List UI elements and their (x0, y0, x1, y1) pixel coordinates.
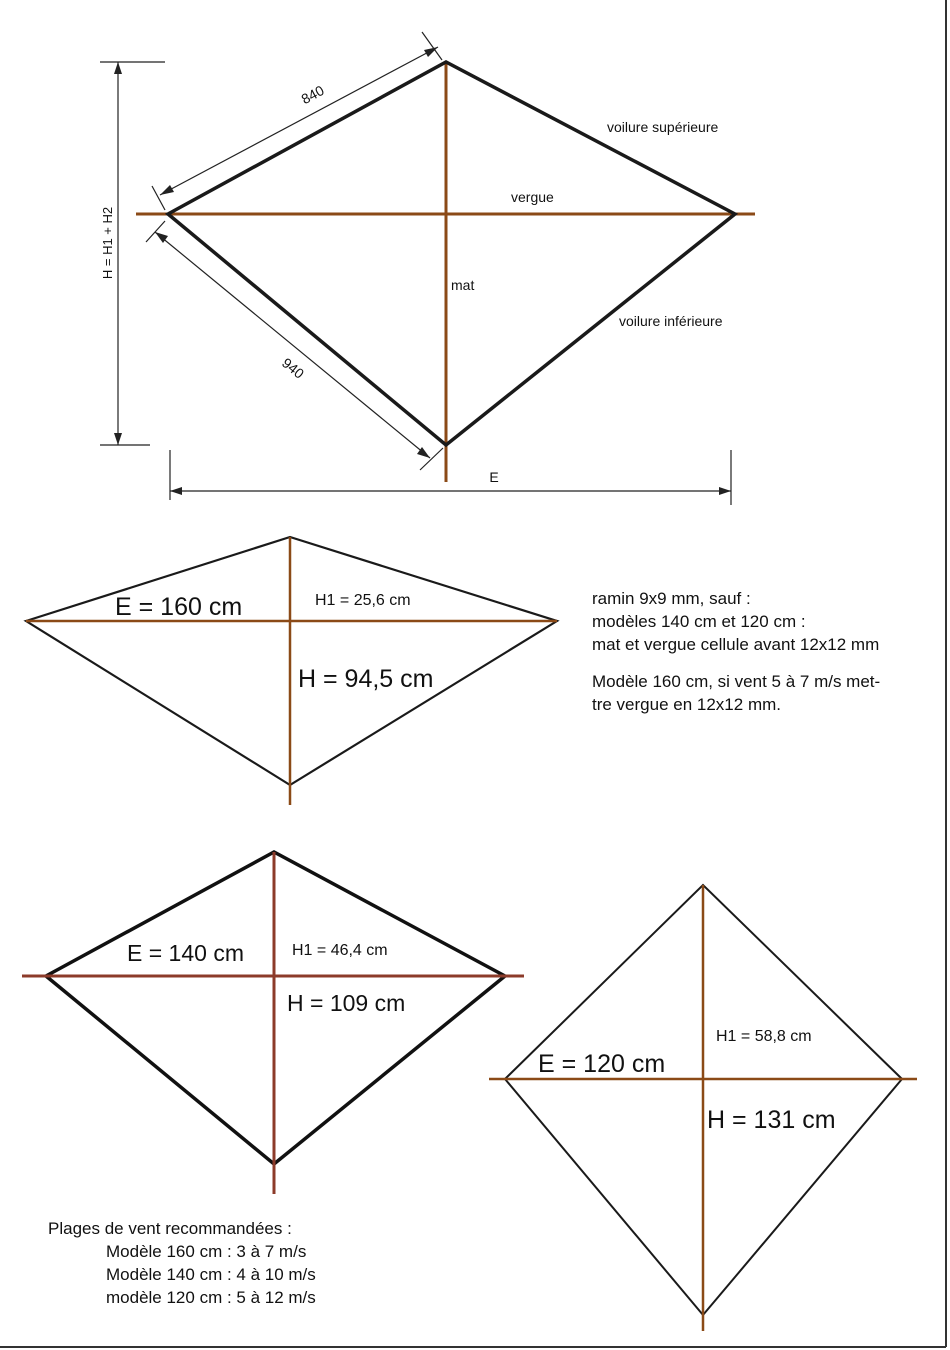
label-spar: vergue (511, 189, 554, 205)
label-lower-sail: voilure inférieure (619, 313, 723, 329)
wind-ranges-title: Plages de vent recommandées : (48, 1219, 292, 1238)
material-note-spacer (592, 656, 880, 670)
wind-range-item: Modèle 140 cm : 4 à 10 m/s (106, 1265, 316, 1284)
material-note-line: tre vergue en 12x12 mm. (592, 695, 781, 714)
material-note-line: modèles 140 cm et 120 cm : (592, 612, 806, 631)
dim-height-label: H = H1 + H2 (100, 206, 115, 280)
kite-120-h1-label: H1 = 58,8 cm (716, 1028, 812, 1045)
material-note-line: ramin 9x9 mm, sauf : (592, 589, 751, 608)
dim-940-line (155, 232, 430, 458)
kite-140-h1-label: H1 = 46,4 cm (292, 942, 388, 959)
material-note (592, 587, 880, 716)
dim-940-label: 940 (279, 354, 308, 382)
kite-160-width-label: E = 160 cm (115, 593, 243, 621)
schematic-diagram (100, 32, 755, 505)
kite-160-diagram (26, 537, 557, 805)
dim-width-arrow-left (170, 487, 182, 495)
dim-width-arrow-right (719, 487, 731, 495)
kite-160-h1-label: H1 = 25,6 cm (315, 592, 411, 609)
label-mast: mat (451, 277, 475, 293)
dim-width-label: E (489, 469, 499, 485)
kite-140-height-label: H = 109 cm (287, 990, 406, 1016)
material-note-line: Modèle 160 cm, si vent 5 à 7 m/s met- (592, 672, 881, 691)
label-upper-sail: voilure supérieure (607, 119, 719, 135)
dim-840-tick-start (152, 186, 165, 210)
kite-120-diagram (489, 885, 917, 1331)
kite-120-width-label: E = 120 cm (538, 1050, 666, 1078)
dim-840-tick-end (422, 32, 442, 60)
kite-160-height-label: H = 94,5 cm (298, 665, 434, 693)
material-note-line: mat et vergue cellule avant 12x12 mm (592, 635, 880, 654)
kite-120-height-label: H = 131 cm (707, 1106, 836, 1134)
kite-160-outline (26, 537, 557, 785)
wind-range-item: Modèle 160 cm : 3 à 7 m/s (106, 1242, 307, 1261)
kite-140-width-label: E = 140 cm (127, 940, 244, 966)
kite-140-diagram (22, 852, 524, 1194)
dim-height-arrow-bottom (114, 433, 122, 445)
dim-840-arrow-start (160, 185, 174, 195)
dim-840-label: 840 (298, 82, 327, 108)
dim-840-line (160, 47, 438, 195)
wind-ranges (48, 1217, 316, 1309)
wind-range-item: modèle 120 cm : 5 à 12 m/s (106, 1288, 316, 1307)
dim-height-arrow-top (114, 62, 122, 74)
